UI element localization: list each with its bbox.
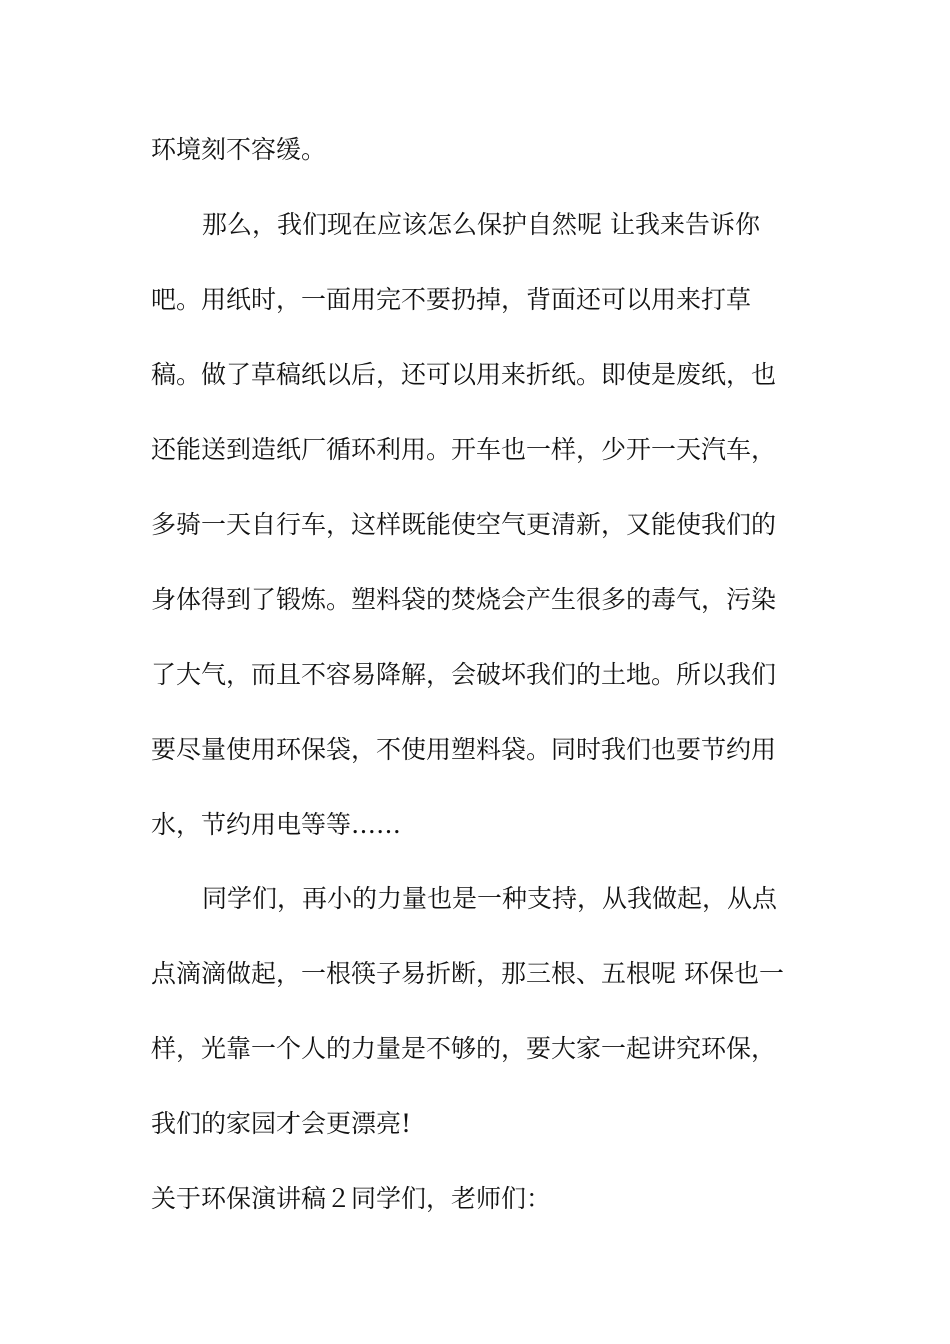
text-line: 稿。做了草稿纸以后，还可以用来折纸。即使是废纸，也 bbox=[151, 360, 777, 389]
text-line: 点滴滴做起，一根筷子易折断，那三根、五根呢 环保也一 bbox=[151, 959, 784, 988]
text-line: 样，光靠一个人的力量是不够的，要大家一起讲究环保， bbox=[151, 1034, 777, 1063]
paragraph-start-line: 同学们，再小的力量也是一种支持，从我做起，从点 bbox=[202, 884, 778, 913]
text-line: 环境刻不容缓。 bbox=[151, 135, 327, 164]
text-line: 多骑一天自行车，这样既能使空气更清新，又能使我们的 bbox=[151, 510, 777, 539]
text-line: 要尽量使用环保袋，不使用塑料袋。同时我们也要节约用 bbox=[151, 735, 777, 764]
text-line: 吧。用纸时，一面用完不要扔掉，背面还可以用来打草 bbox=[151, 285, 752, 314]
text-line: 身体得到了锻炼。塑料袋的焚烧会产生很多的毒气，污染 bbox=[151, 585, 777, 614]
paragraph-start-line: 那么，我们现在应该怎么保护自然呢 让我来告诉你 bbox=[202, 210, 760, 239]
section-heading: 关于环保演讲稿２同学们，老师们： bbox=[151, 1184, 552, 1213]
text-line: 了大气，而且不容易降解，会破坏我们的土地。所以我们 bbox=[151, 660, 777, 689]
text-line: 我们的家园才会更漂亮! bbox=[151, 1109, 412, 1138]
text-line: 还能送到造纸厂循环利用。开车也一样，少开一天汽车， bbox=[151, 435, 777, 464]
text-line: 水，节约用电等等…… bbox=[151, 810, 402, 839]
